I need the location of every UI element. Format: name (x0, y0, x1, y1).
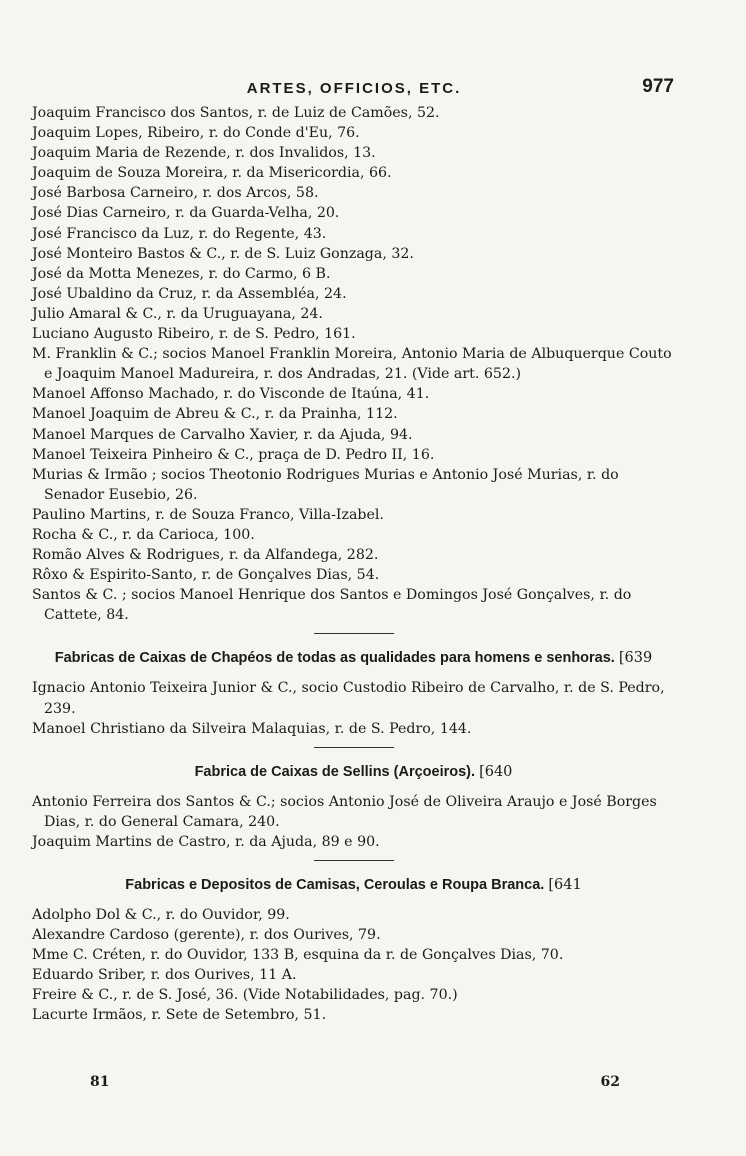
list-item: José Barbosa Carneiro, r. dos Arcos, 58. (32, 185, 319, 202)
list-item: José da Motta Menezes, r. do Carmo, 6 B. (32, 265, 331, 282)
section-heading (52, 648, 655, 668)
list-item: José Ubaldino da Cruz, r. da Assembléa, 24. (32, 285, 347, 302)
section-heading-text: Fabricas e Depositos de Camisas, Ceroulas e Roupa Branca. (125, 877, 545, 893)
list-item: Mme C. Créten, r. do Ouvidor, 133 B, esquina da r. de Gonçalves Dias, 70. (32, 947, 564, 964)
list-item: Manoel Christiano da Silveira Malaquias, r. de S. Pedro, 144. (32, 720, 472, 737)
list-item: José Monteiro Bastos & C., r. de S. Luiz Gonzaga, 32. (32, 245, 414, 262)
list-item: Joaquim de Souza Moreira, r. da Misericordia, 66. (32, 165, 392, 182)
section-hat-boxes (32, 648, 675, 738)
section-divider (314, 747, 394, 748)
list-item: José Dias Carneiro, r. da Guarda-Velha, 20. (32, 205, 340, 222)
list-item: Manoel Teixeira Pinheiro & C., praça de D. Pedro II, 16. (32, 446, 435, 463)
list-item: Santos & C. ; socios Manoel Henrique dos Santos e Domingos José Gonçalves, r. do Cattete, 84. (32, 587, 632, 624)
page-number: 977 (642, 76, 674, 97)
section-number: [640 (479, 763, 513, 780)
list-item: Antonio Ferreira dos Santos & C.; socios Antonio José de Oliveira Araujo e José Borges Dias, r. do General Camara, 240. (32, 793, 657, 830)
section-saddle-boxes (32, 762, 675, 852)
running-title: ARTES, OFFICIOS, ETC. (246, 80, 462, 97)
list-item: Freire & C., r. de S. José, 36. (Vide Notabilidades, pag. 70.) (32, 987, 458, 1004)
list-item: Paulino Martins, r. de Souza Franco, Villa-Izabel. (32, 506, 384, 523)
list-item: Eduardo Sriber, r. dos Ourives, 11 A. (32, 967, 297, 984)
list-item: Rôxo & Espirito-Santo, r. de Gonçalves Dias, 54. (32, 567, 380, 584)
list-item: Lacurte Irmãos, r. Sete de Setembro, 51. (32, 1007, 327, 1024)
list-item: Luciano Augusto Ribeiro, r. de S. Pedro, 161. (32, 326, 356, 343)
list-item: Manoel Joaquim de Abreu & C., r. da Prainha, 112. (32, 406, 398, 423)
section-heading-text: Fabricas de Caixas de Chapéos de todas as qualidades para homens e senhoras. (54, 650, 615, 667)
list-item: José Francisco da Luz, r. do Regente, 43. (32, 225, 327, 242)
section-number: [639 (618, 650, 653, 667)
page-header (34, 76, 674, 102)
list-item: Joaquim Francisco dos Santos, r. de Luiz de Camões, 52. (32, 105, 440, 121)
signature-mark-left: 81 (90, 1074, 110, 1090)
list-item: Joaquim Lopes, Ribeiro, r. do Conde d'Eu, 76. (32, 125, 360, 142)
list-item: M. Franklin & C.; socios Manoel Franklin Moreira, Antonio Maria de Albuquerque Couto e Joaquim Manoel Madureira, r. dos Andradas, 21. (Vide art. 652.) (32, 346, 672, 383)
section-shirts (32, 875, 675, 1026)
list-item: Rocha & C., r. da Carioca, 100. (32, 526, 255, 543)
section-heading-text: Fabrica de Caixas de Sellins (Arçoeiros). (194, 763, 476, 780)
section-heading (52, 762, 655, 782)
list-item: Julio Amaral & C., r. da Uruguayana, 24. (32, 305, 323, 322)
section-divider (314, 860, 394, 861)
page-content (32, 103, 675, 1026)
section-heading (52, 875, 655, 895)
list-item: Joaquim Maria de Rezende, r. dos Invalidos, 13. (32, 145, 376, 162)
list-item: Joaquim Martins de Castro, r. da Ajuda, 89 e 90. (32, 833, 380, 850)
list-item: Romão Alves & Rodrigues, r. da Alfandega, 282. (32, 547, 379, 564)
section-divider (314, 633, 394, 634)
list-item: Manoel Marques de Carvalho Xavier, r. da Ajuda, 94. (32, 426, 413, 443)
list-item: Manoel Affonso Machado, r. do Visconde de Itaúna, 41. (32, 386, 430, 403)
list-item: Alexandre Cardoso (gerente), r. dos Ourives, 79. (32, 927, 381, 944)
section-number: [641 (548, 877, 582, 893)
entry-list-a (32, 103, 675, 625)
signature-mark-right: 62 (600, 1074, 620, 1090)
list-item: Murias & Irmão ; socios Theotonio Rodrigues Murias e Antonio José Murias, r. do Senador Eusebio, 26. (32, 466, 619, 503)
list-item: Adolpho Dol & C., r. do Ouvidor, 99. (32, 907, 290, 923)
list-item: Ignacio Antonio Teixeira Junior & C., socio Custodio Ribeiro de Carvalho, r. de S. Pedro, 239. (32, 680, 665, 717)
